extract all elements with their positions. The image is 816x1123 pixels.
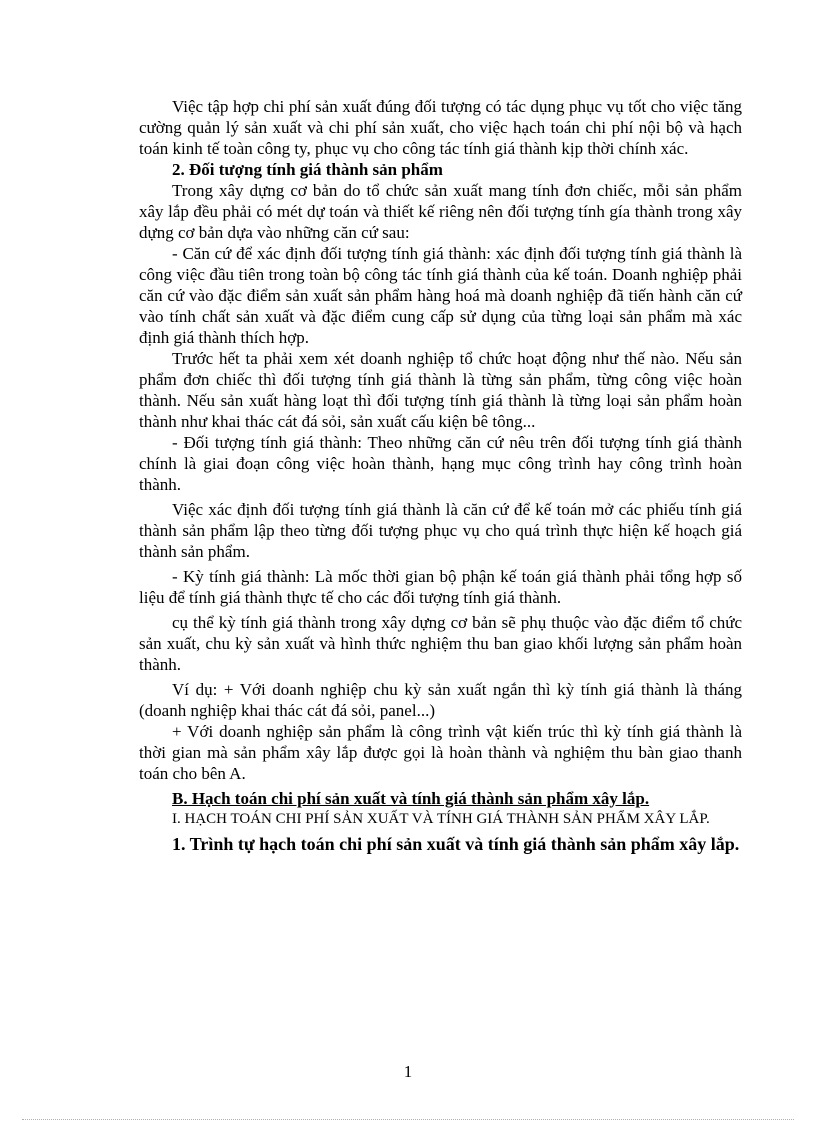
section-heading-1: 1. Trình tự hạch toán chi phí sản xuất và tính giá thành sản phẩm xây lắp. <box>172 834 740 854</box>
paragraph-intro: Việc tập hợp chi phí sản xuất đúng đối tượng có tác dụng phục vụ tốt cho việc tăng cường quản lý sản xuất và chi phí sản xuất, cho việc hạch toán chi phí nội bộ và hạch toán kinh tế toàn công ty, phục vụ cho công tác tính giá thành kịp thời chính xác. <box>139 97 742 158</box>
paragraph-example-2: + Với doanh nghiệp sản phẩm là công trình vật kiến trúc thì kỳ tính giá thành là thời gian mà sản phẩm xây lắp được gọi là hoàn thành và nghiệm thu bàn giao thanh toán cho bên A. <box>139 722 742 783</box>
paragraph-period: - Kỳ tính giá thành: Là mốc thời gian bộ phận kế toán giá thành phải tổng hợp số liệu để tính giá thành thực tế cho các đối tượng tính giá thành. <box>139 567 742 607</box>
section-heading-2: 2. Đối tượng tính giá thành sản phẩm <box>172 160 443 179</box>
paragraph-determine: Việc xác định đối tượng tính giá thành là căn cứ để kế toán mở các phiếu tính giá thành sản phẩm lập theo từng đối tượng phục vụ cho quá trình thực hiện kế hoạch giá thành sản phẩm. <box>139 500 742 561</box>
paragraph-object: - Đối tượng tính giá thành: Theo những căn cứ nêu trên đối tượng tính giá thành chính là giai đoạn công việc hoàn thành, hạng mục công trình hay công trình hoàn thành. <box>139 433 742 494</box>
document-body <box>139 96 742 856</box>
paragraph-example-1: Ví dụ: + Với doanh nghiệp chu kỳ sản xuất ngắn thì kỳ tính giá thành là tháng (doanh nghiệp khai thác cát đá sỏi, panel...) <box>139 680 742 720</box>
page-number: 1 <box>403 1062 413 1081</box>
paragraph-basis: - Căn cứ để xác định đối tượng tính giá thành: xác định đối tượng tính giá thành là công việc đầu tiên trong toàn bộ công tác tính giá thành của kế toán. Doanh nghiệp phải căn cứ vào đặc điểm sản xuất sản phẩm hàng hoá mà doanh nghiệp đã tiến hành căn cứ vào tính chất sản xuất và đặc điểm cung cấp sử dụng của từng loại sản phẩm mà xác định giá thành thích hợp. <box>139 244 742 347</box>
footer-divider <box>22 1119 794 1120</box>
paragraph-first-consider: Trước hết ta phải xem xét doanh nghiệp tổ chức hoạt động như thế nào. Nếu sản phẩm đơn chiếc thì đối tượng tính giá thành là từng sản phẩm, từng công việc hoàn thành. Nếu sản xuất hàng loạt thì đối tượng tính giá thành là từng loại sản phẩm hoàn thành như khai thác cát đá sỏi, sản xuất cấu kiện bê tông... <box>139 349 742 431</box>
section-heading-i: I. HẠCH TOÁN CHI PHÍ SẢN XUẤT VÀ TÍNH GIÁ THÀNH SẢN PHẨM XÂY LẮP. <box>172 811 710 827</box>
paragraph-specific: cụ thể kỳ tính giá thành trong xây dựng cơ bản sẽ phụ thuộc vào đặc điểm tổ chức sản xuất, chu kỳ sản xuất và hình thức nghiệm thu ban giao khối lượng sản phẩm hoàn thành. <box>139 613 742 674</box>
section-heading-b: B. Hạch toán chi phí sản xuất và tính giá thành sản phẩm xây lắp. <box>172 789 650 808</box>
paragraph-construction: Trong xây dựng cơ bản do tổ chức sản xuất mang tính đơn chiếc, mỗi sản phẩm xây lắp đều phải có mét dự toán và thiết kế riêng nên đối tượng tính gía thành trong xây dựng cơ bản dựa vào những căn cứ sau: <box>139 181 742 242</box>
